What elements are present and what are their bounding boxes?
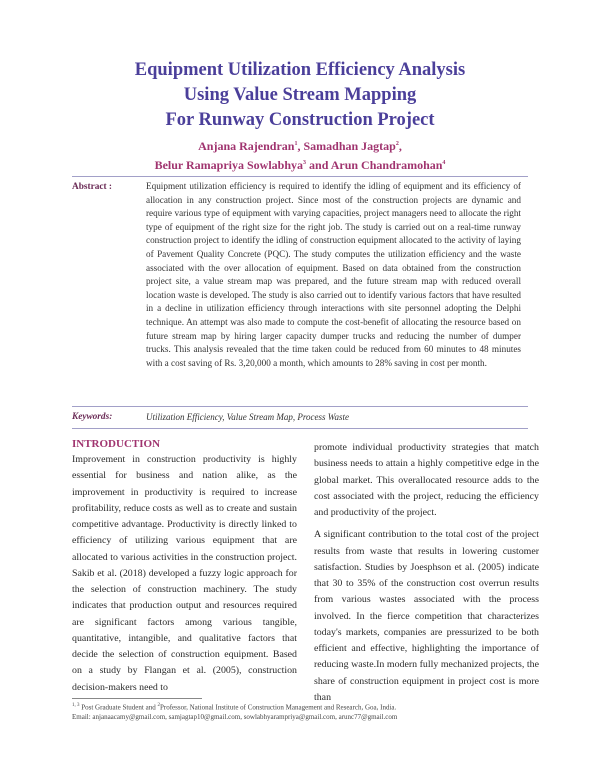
body-paragraph: promote individual productivity strategies that match business needs to attain a highly competitive edge in the global market. This overallocated resource adds to the cost associated with the project, reducing the efficiency and productivity of the project. [314,442,539,518]
right-column [314,440,539,706]
author-separator: , [297,139,304,153]
author-list [0,136,600,174]
footnote-rule [72,698,202,699]
author-1: Anjana Rajendran [198,139,295,153]
keywords-text: Utilization Efficiency, Value Stream Map, Process Waste [146,412,349,422]
paper-title [0,58,600,133]
author-line-1 [0,136,600,155]
title-line-1: Equipment Utilization Efficiency Analysis [134,60,466,80]
abstract-label: Abstract : [72,182,113,192]
author-2: Samadhan Jagtap [303,139,396,153]
author-separator: , [398,139,402,153]
footnote-emails: Email: anjanaacamy@gmail.com, samjagtap10@gmail.com, sowlabhyarampriya@gmail.com, arunc77@gmail.com [72,713,398,722]
author-4-sup: 4 [442,160,446,166]
keywords-label: Keywords: [72,412,113,422]
footnote [72,701,532,722]
abstract-text: Equipment utilization efficiency is required to identify the idling of equipment and its efficiency of allocation in any construction project. Since most of the construction projects are dynamic and require various type of equipment with varying capacities, project managers need to allocate the right type of equipment of the right size for the right job. The study is carried out on a real-time runway construction project to identify the idling of construction equipment allocated to the activity of laying of Pavement Quality Concrete (PQC). The study computes the utilization efficiency and the waste associated with the over allocation of equipment. Based on data obtained from the construction project site, a value stream map was prepared, and the future stream map with reduced overall location waste is developed. The study is also carried out to identify various factors that have resulted in a decline in utilization efficiency through interactions with site personnel adopting the Delphi technique. An attempt was also made to compute the cost-benefit of allocating the resource based on future stream map by hiring larger capacity dumper trucks and reducing the number of dumper trucks. This analysis revealed that the time taken could be reduced from 60 minutes to 48 minutes with a cost saving of Rs. 3,20,000 a month, which amounts to 28% saving in cost per month. [146,181,521,368]
footnote-text-b: Professor, National Institute of Construction Management and Research, Goa, India. [159,703,397,712]
footnote-text: Post Graduate Student and [81,703,158,712]
title-line-3: For Runway Construction Project [165,110,435,130]
title-line-2: Using Value Stream Mapping [183,85,417,105]
author-1-sup: 1 [294,141,298,147]
author-3: Belur Ramapriya Sowlabhya [154,158,304,172]
left-column [72,437,297,696]
body-paragraph: A significant contribution to the total cost of the project results from waste that results in lowering customer satisfaction. Studies by Joesphson et al. (2005) indicate that 30 to 35% of the construction cost overrun results from various wastes associated with the process involved. In the fierce competition that characterizes today's markets, companies are pressurized to be both efficient and effective, highlighting the importance of reducing waste.In modern fully mechanized projects, the share of construction equipment in project cost is more than [314,529,539,703]
author-line-2 [0,155,600,174]
body-paragraph: Improvement in construction productivity is highly essential for business and nation alike, as the improvement in productivity is required to increase profitability, reduce costs as well as to create and sustain competitive advantage. Productivity is directly linked to efficiency of utilizing various equipment that are allocated to various activities in the construction project. Sakib et al. (2018) developed a fuzzy logic approach for the selection of construction machinery. The study indicates that production output and resources required are significant factors among various tangible, quantitative, intangible, and qualitative factors that decide the selection of construction equipment. Based on a study by Flangan et al. (2005), construction decision-makers need to [72,454,297,693]
author-and: and [306,158,331,172]
author-4: Arun Chandramohan [330,158,443,172]
footnote-sup: 1, 3 [72,703,80,708]
section-heading-introduction: INTRODUCTION [72,438,161,450]
abstract-top-rule [72,176,528,177]
footnote-sup-2: 2 [157,703,160,708]
author-3-sup: 3 [303,160,307,166]
footnote-affiliation [72,701,532,712]
keywords-bottom-rule [72,428,528,429]
author-2-sup: 2 [395,141,399,147]
keywords-top-rule [72,406,528,407]
